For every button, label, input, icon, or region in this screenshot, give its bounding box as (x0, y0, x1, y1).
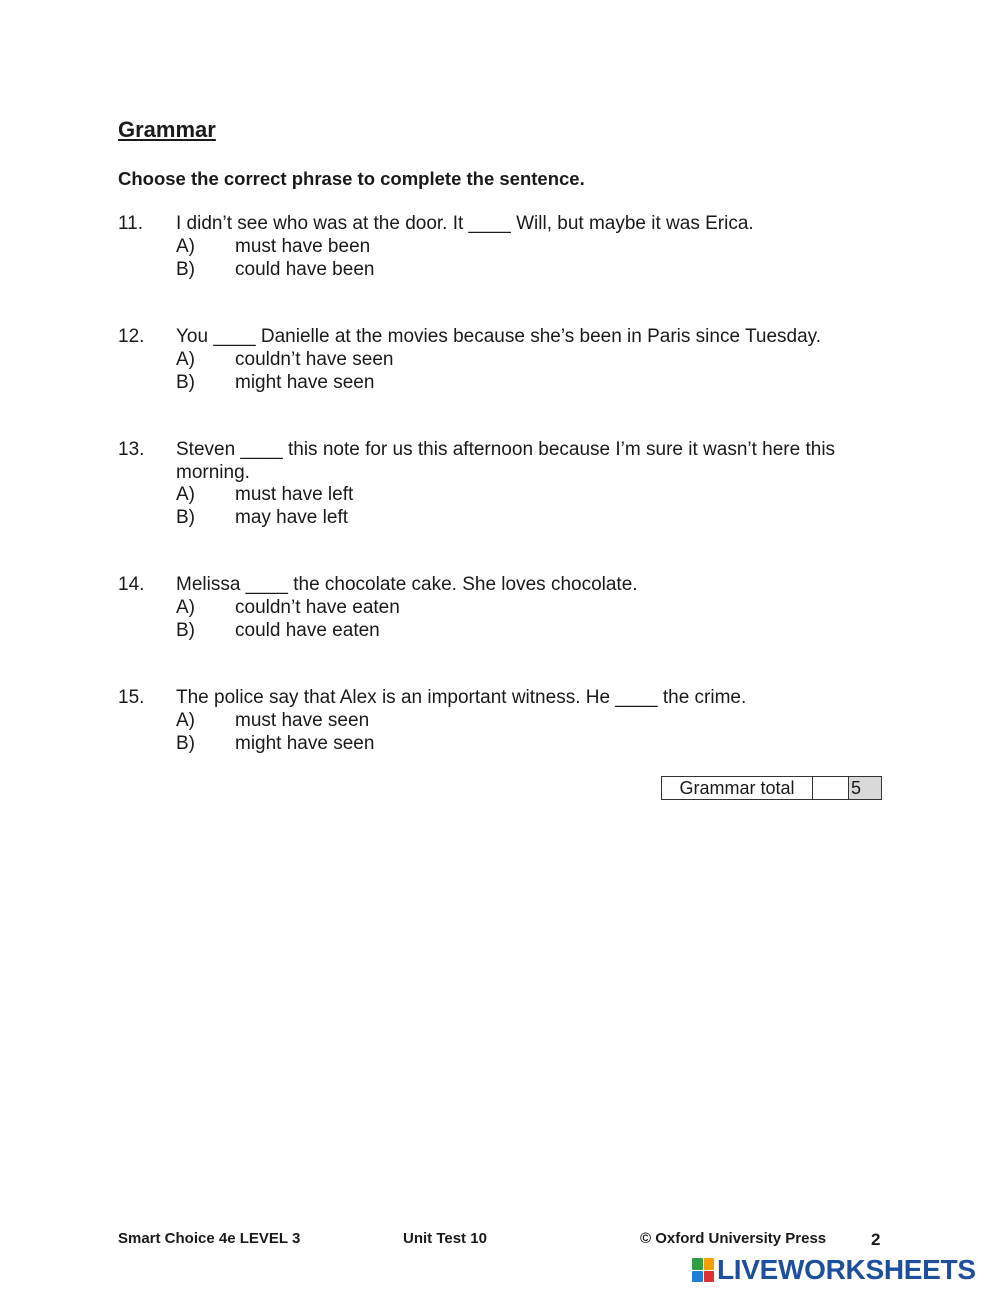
footer-book-title: Smart Choice 4e LEVEL 3 (118, 1230, 301, 1247)
option-a-letter: A) (176, 349, 195, 370)
option-a-letter: A) (176, 710, 195, 731)
option-b-letter: B) (176, 259, 195, 280)
option-a-text: must have left (235, 484, 354, 505)
question-text: Melissa ____ the chocolate cake. She loves chocolate. (176, 574, 638, 595)
option-b-text: might have seen (235, 733, 375, 754)
grammar-total-box (661, 776, 882, 800)
option-a-letter: A) (176, 597, 195, 618)
option-a-text: must have seen (235, 710, 370, 731)
question-number: 11. (118, 213, 144, 234)
section-title: Grammar (118, 117, 216, 142)
option-b-letter: B) (176, 733, 195, 754)
question-text: I didn’t see who was at the door. It ____ Will, but maybe it was Erica. (176, 213, 754, 234)
question-number: 12. (118, 326, 145, 347)
option-b-text: may have left (235, 507, 348, 528)
question-number: 13. (118, 439, 145, 460)
grammar-max-score: 5 (849, 777, 881, 799)
option-b-letter: B) (176, 372, 195, 393)
question-text: The police say that Alex is an important witness. He ____ the crime. (176, 687, 747, 708)
liveworksheets-wordmark: LIVEWORKSHEETS (717, 1254, 976, 1285)
page-number: 2 (871, 1230, 881, 1249)
question-text: You ____ Danielle at the movies because she’s been in Paris since Tuesday. (176, 326, 822, 347)
question-number: 14. (118, 574, 145, 595)
footer-test-name: Unit Test 10 (403, 1230, 487, 1247)
question-text-continued: morning. (176, 462, 250, 483)
grammar-total-label: Grammar total (662, 777, 813, 799)
option-a-text: must have been (235, 236, 371, 257)
option-b-text: could have been (235, 259, 375, 280)
footer-publisher: © Oxford University Press (640, 1230, 827, 1247)
option-a-letter: A) (176, 236, 195, 257)
option-b-letter: B) (176, 507, 195, 528)
instructions: Choose the correct phrase to complete the sentence. (118, 168, 585, 189)
question-text: Steven ____ this note for us this afternoon because I’m sure it wasn’t here this (176, 439, 836, 460)
option-b-text: might have seen (235, 372, 375, 393)
option-b-text: could have eaten (235, 620, 380, 641)
option-a-text: couldn’t have seen (235, 349, 394, 370)
option-a-letter: A) (176, 484, 195, 505)
liveworksheets-watermark[interactable] (692, 1256, 976, 1284)
question-number: 15. (118, 687, 145, 708)
option-b-letter: B) (176, 620, 195, 641)
liveworksheets-logo-icon (692, 1258, 714, 1282)
grammar-score-field[interactable] (813, 777, 849, 799)
option-a-text: couldn’t have eaten (235, 597, 400, 618)
